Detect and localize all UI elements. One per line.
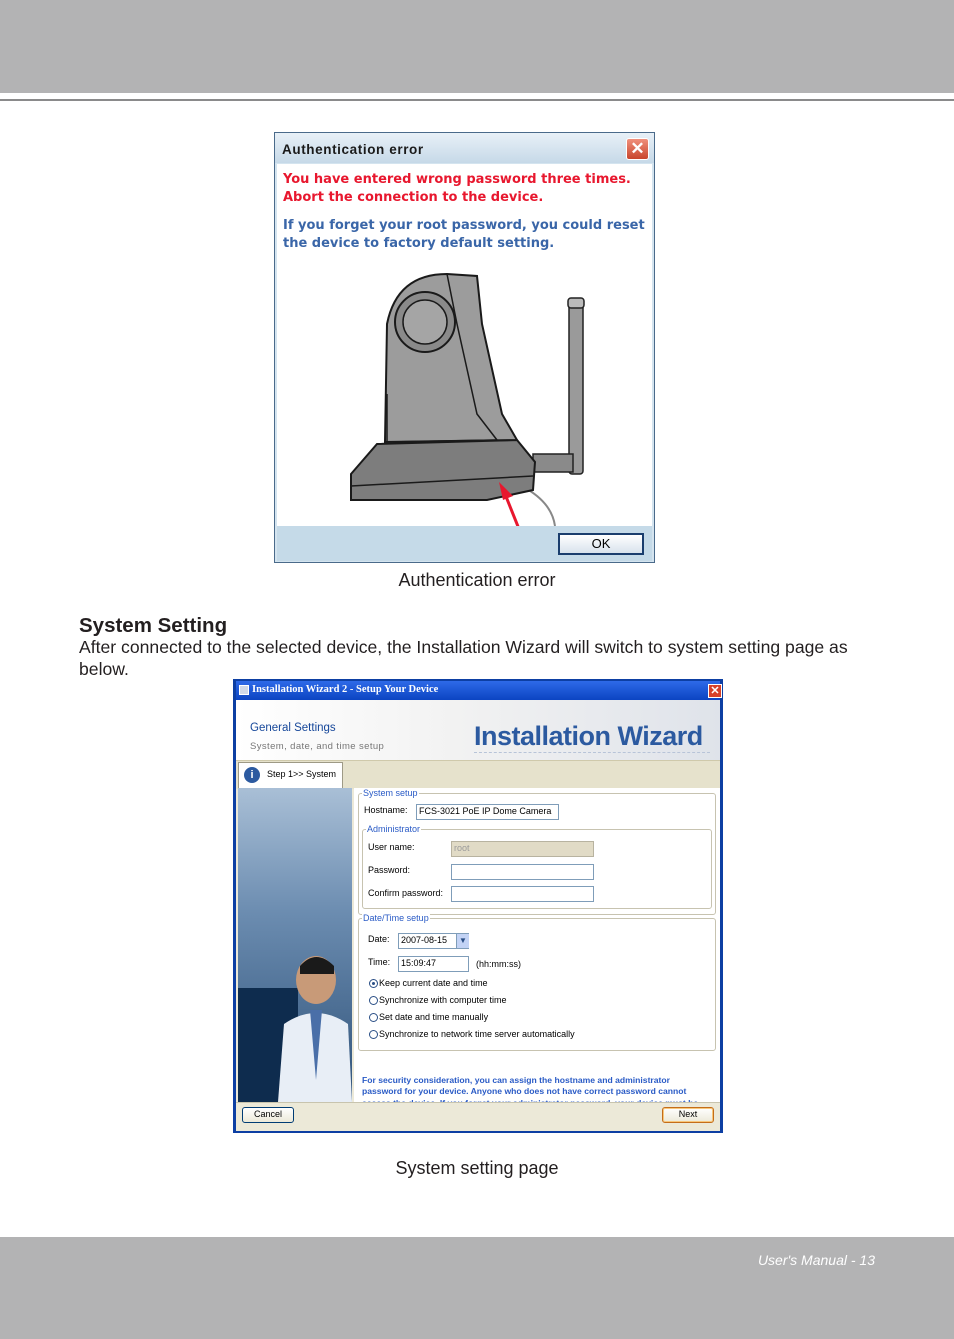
info-line-1: If you forget your root password, you could reset	[283, 218, 645, 233]
warning-line-2: Abort the connection to the device.	[283, 190, 544, 205]
settings-form	[354, 788, 720, 1102]
camera-reset-illustration	[337, 264, 597, 526]
chevron-down-icon[interactable]: ▼	[456, 934, 469, 948]
date-select[interactable]: 2007-08-15	[398, 933, 469, 949]
radio-sync-computer[interactable]	[369, 996, 378, 1005]
username-label: User name:	[368, 842, 415, 852]
system-setup-label: System setup	[363, 788, 418, 798]
wizard-banner	[236, 700, 720, 760]
step-tab-label: Step 1>> System	[267, 769, 337, 779]
username-input[interactable]: root	[451, 841, 594, 857]
security-note: For security consideration, you can assign the hostname and administrator password for your device. Anyone who does not have correct password cannot	[362, 1075, 687, 1097]
header-rule	[0, 99, 954, 101]
confirm-password-label: Confirm password:	[368, 888, 444, 898]
info-icon: i	[244, 767, 260, 783]
hostname-input[interactable]: FCS-3021 PoE IP Dome Camera	[416, 804, 559, 820]
cancel-button[interactable]: Cancel	[242, 1107, 294, 1123]
close-icon[interactable]: ✕	[626, 138, 649, 160]
time-format-hint: (hh:mm:ss)	[476, 959, 521, 969]
wizard-logo-text: Installation Wizard	[474, 721, 703, 751]
installation-wizard-window	[233, 679, 723, 1133]
radio-keep-current[interactable]	[369, 979, 378, 988]
option-sync-ntp: Synchronize to network time server automatically	[379, 1029, 575, 1039]
dialog-titlebar	[275, 133, 654, 163]
info-line-2: the device to factory default setting.	[283, 236, 555, 251]
next-button[interactable]: Next	[662, 1107, 714, 1123]
wizard-button-bar	[236, 1102, 720, 1131]
hostname-label: Hostname:	[364, 805, 408, 815]
wizard-titlebar	[236, 681, 720, 700]
password-input[interactable]	[451, 864, 594, 880]
close-icon[interactable]: ✕	[708, 684, 722, 698]
logo-reflection	[474, 752, 710, 760]
person-illustration	[238, 788, 352, 1102]
option-keep-current: Keep current date and time	[379, 978, 488, 988]
datetime-label: Date/Time setup	[363, 913, 429, 923]
side-image	[238, 788, 352, 1102]
option-set-manually: Set date and time manually	[379, 1012, 489, 1022]
wizard-caption: System setting page	[395, 1158, 559, 1178]
date-label: Date:	[368, 934, 390, 944]
banner-subtitle: System, date, and time setup	[250, 741, 385, 752]
section-body: After connected to the selected device, the Installation Wizard will switch to system setting page as below.	[79, 637, 848, 679]
section-title: System Setting	[79, 614, 228, 637]
confirm-password-input[interactable]	[451, 886, 594, 902]
ok-button[interactable]: OK	[558, 533, 644, 555]
banner-title: General Settings	[250, 722, 336, 734]
time-input[interactable]: 15:09:47	[398, 956, 469, 972]
time-label: Time:	[368, 957, 391, 967]
radio-sync-ntp[interactable]	[369, 1030, 378, 1039]
dialog-title: Authentication error	[282, 142, 424, 157]
wizard-client	[236, 700, 720, 1130]
auth-caption: Authentication error	[398, 570, 556, 590]
dialog-body	[277, 164, 652, 526]
page-header-band	[0, 0, 954, 93]
page-footer-text: User's Manual - 13	[757, 1252, 875, 1268]
auth-error-dialog	[274, 132, 655, 563]
option-sync-computer: Synchronize with computer time	[379, 995, 507, 1005]
warning-line-1: You have entered wrong password three times.	[283, 172, 631, 187]
wizard-title: Installation Wizard 2 - Setup Your Device	[252, 684, 439, 695]
administrator-label: Administrator	[367, 824, 421, 834]
radio-set-manually[interactable]	[369, 1013, 378, 1022]
password-label: Password:	[368, 865, 411, 875]
app-icon	[239, 685, 249, 695]
